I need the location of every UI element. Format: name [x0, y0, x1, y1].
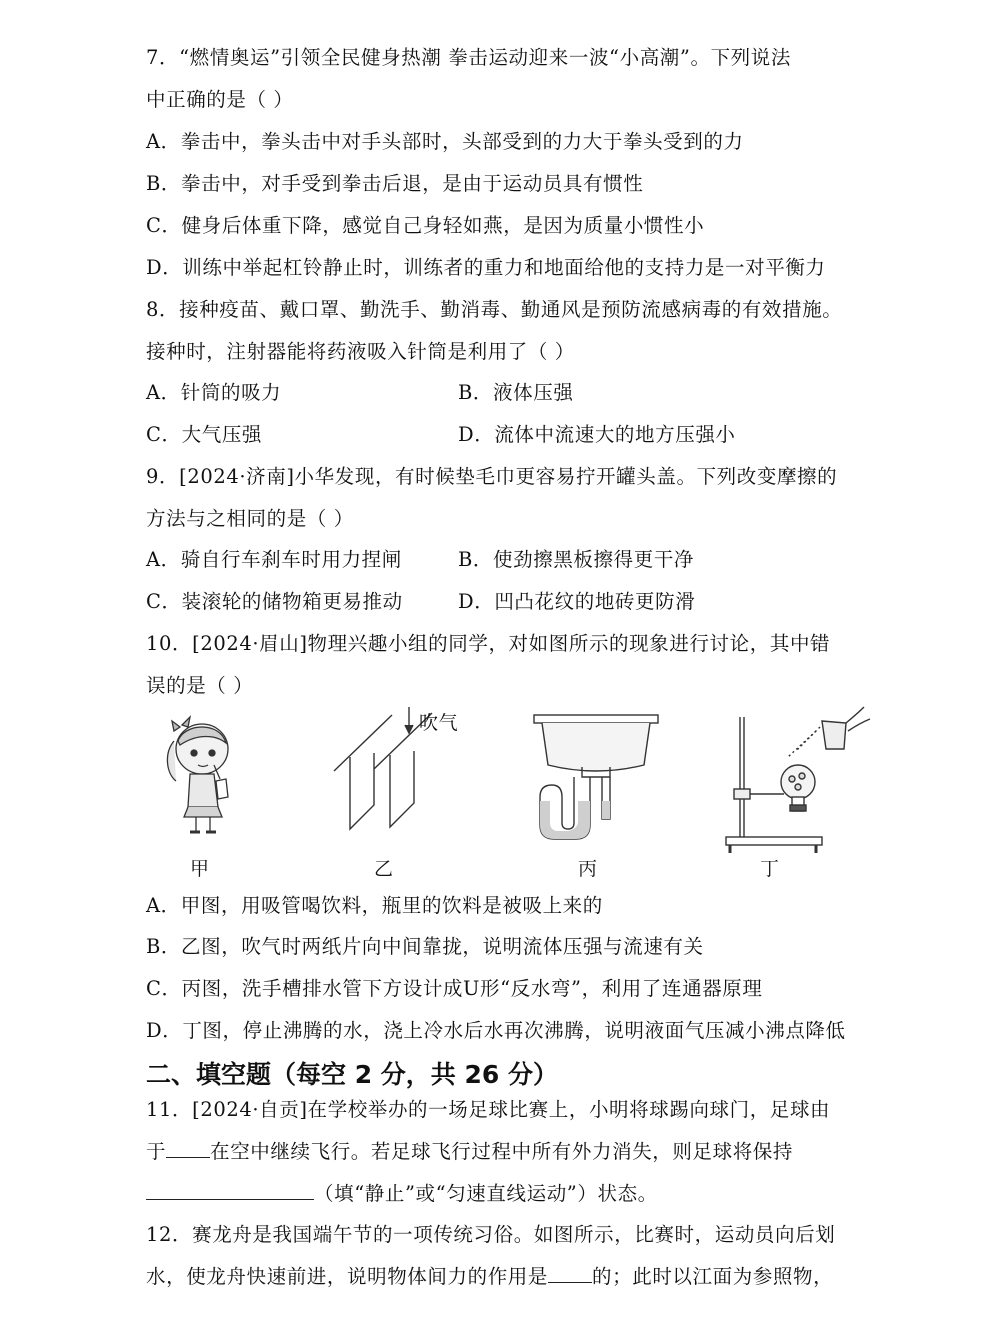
q8-option-a: A．针筒的吸力: [146, 381, 282, 404]
q7-option-a: A．拳击中，拳头击中对手头部时，头部受到的力大于拳头受到的力: [146, 130, 744, 153]
q9-option-d: D．凹凸花纹的地砖更防滑: [458, 590, 696, 613]
section2-heading: 二、填空题（每空 2 分，共 26 分）: [146, 1060, 559, 1089]
q10-stem-line1: 10．[2024·眉山]物理兴趣小组的同学，对如图所示的现象进行讨论，其中错: [146, 632, 831, 655]
q7-option-c: C．健身后体重下降，感觉自己身轻如燕，是因为质量小惯性小: [146, 214, 705, 237]
q7-option-d: D．训练中举起杠铃静止时，训练者的重力和地面给他的支持力是一对平衡力: [146, 256, 826, 279]
q9-stem-line2: 方法与之相同的是（ ）: [146, 507, 354, 530]
flask-stand-illustration: [722, 705, 872, 853]
q8-options-row2: [146, 422, 262, 448]
q9-stem-line1: 9．[2024·济南]小华发现，有时候垫毛巾更容易拧开罐头盖。下列改变摩擦的: [146, 465, 838, 488]
q7-option-b: B．拳击中，对手受到拳击后退，是由于运动员具有惯性: [146, 172, 644, 195]
q9-option-a: A．骑自行车刹车时用力捏闸: [146, 548, 402, 571]
q12-blank-1[interactable]: [548, 1264, 592, 1283]
q10-option-a: A．甲图，用吸管喝饮料，瓶里的饮料是被吸上来的: [146, 894, 603, 917]
q8-option-d: D．流体中流速大的地方压强小: [458, 423, 736, 446]
q9-option-c: C．装滚轮的储物箱更易推动: [146, 590, 403, 613]
q11-line2-pre: 于: [146, 1140, 167, 1163]
caption-bing: 丙: [578, 858, 598, 880]
q12-line2-pre: 水，使龙舟快速前进，说明物体间力的作用是: [146, 1265, 549, 1288]
q11-line1: 11．[2024·自贡]在学校举办的一场足球比赛上，小明将球踢向球门，足球由: [146, 1098, 831, 1121]
blow-label: 吹气: [419, 712, 459, 734]
figure-jia-girl: [158, 705, 248, 844]
figure-bing-sink: [530, 705, 665, 849]
q11-line3-post: （填“静止”或“匀速直线运动”）状态。: [314, 1182, 658, 1205]
q7-stem-line1: 7．“燃情奥运”引领全民健身热潮 拳击运动迎来一波“小高潮”。下列说法: [146, 46, 791, 69]
caption-yi: 乙: [374, 858, 394, 880]
q11-blank-1[interactable]: [166, 1139, 210, 1158]
q11-line2: [146, 1139, 793, 1165]
q12-line1: 12．赛龙舟是我国端午节的一项传统习俗。如图所示，比赛时，运动员向后划: [146, 1223, 836, 1246]
q11-line3: [146, 1181, 658, 1207]
q10-stem-line2: 误的是（ ）: [146, 674, 254, 697]
q8-option-b: B．液体压强: [458, 381, 574, 404]
q8-option-c: C．大气压强: [146, 423, 263, 446]
caption-ding: 丁: [760, 858, 780, 880]
q12-line2: [146, 1264, 833, 1290]
q8-options-row1: [146, 380, 281, 406]
q10-option-c: C．丙图，洗手槽排水管下方设计成U形“反水弯”，利用了连通器原理: [146, 977, 763, 1000]
q9-option-b: B．使劲擦黑板擦得更干净: [458, 548, 695, 571]
q7-stem-line2: 中正确的是（ ）: [146, 88, 294, 111]
q10-option-b: B．乙图，吹气时两纸片向中间靠拢，说明流体压强与流速有关: [146, 935, 704, 958]
sink-u-trap-illustration: [530, 705, 665, 845]
figure-ding-flask: [722, 705, 872, 857]
q8-stem-line2: 接种时，注射器能将药液吸入针筒是利用了（ ）: [146, 340, 575, 363]
q12-line2-post: 的；此时以江面为参照物，: [592, 1265, 834, 1288]
q8-stem-line1: 8．接种疫苗、戴口罩、勤洗手、勤消毒、勤通风是预防流感病毒的有效措施。: [146, 298, 843, 321]
q10-option-d: D．丁图，停止沸腾的水，浇上冷水后水再次沸腾，说明液面气压减小沸点降低: [146, 1019, 846, 1042]
girl-drinking-illustration: [158, 705, 248, 840]
q11-line2-post: 在空中继续飞行。若足球飞行过程中所有外力消失，则足球将保持: [210, 1140, 794, 1163]
q11-blank-2[interactable]: [146, 1181, 314, 1200]
caption-jia: 甲: [190, 858, 210, 880]
